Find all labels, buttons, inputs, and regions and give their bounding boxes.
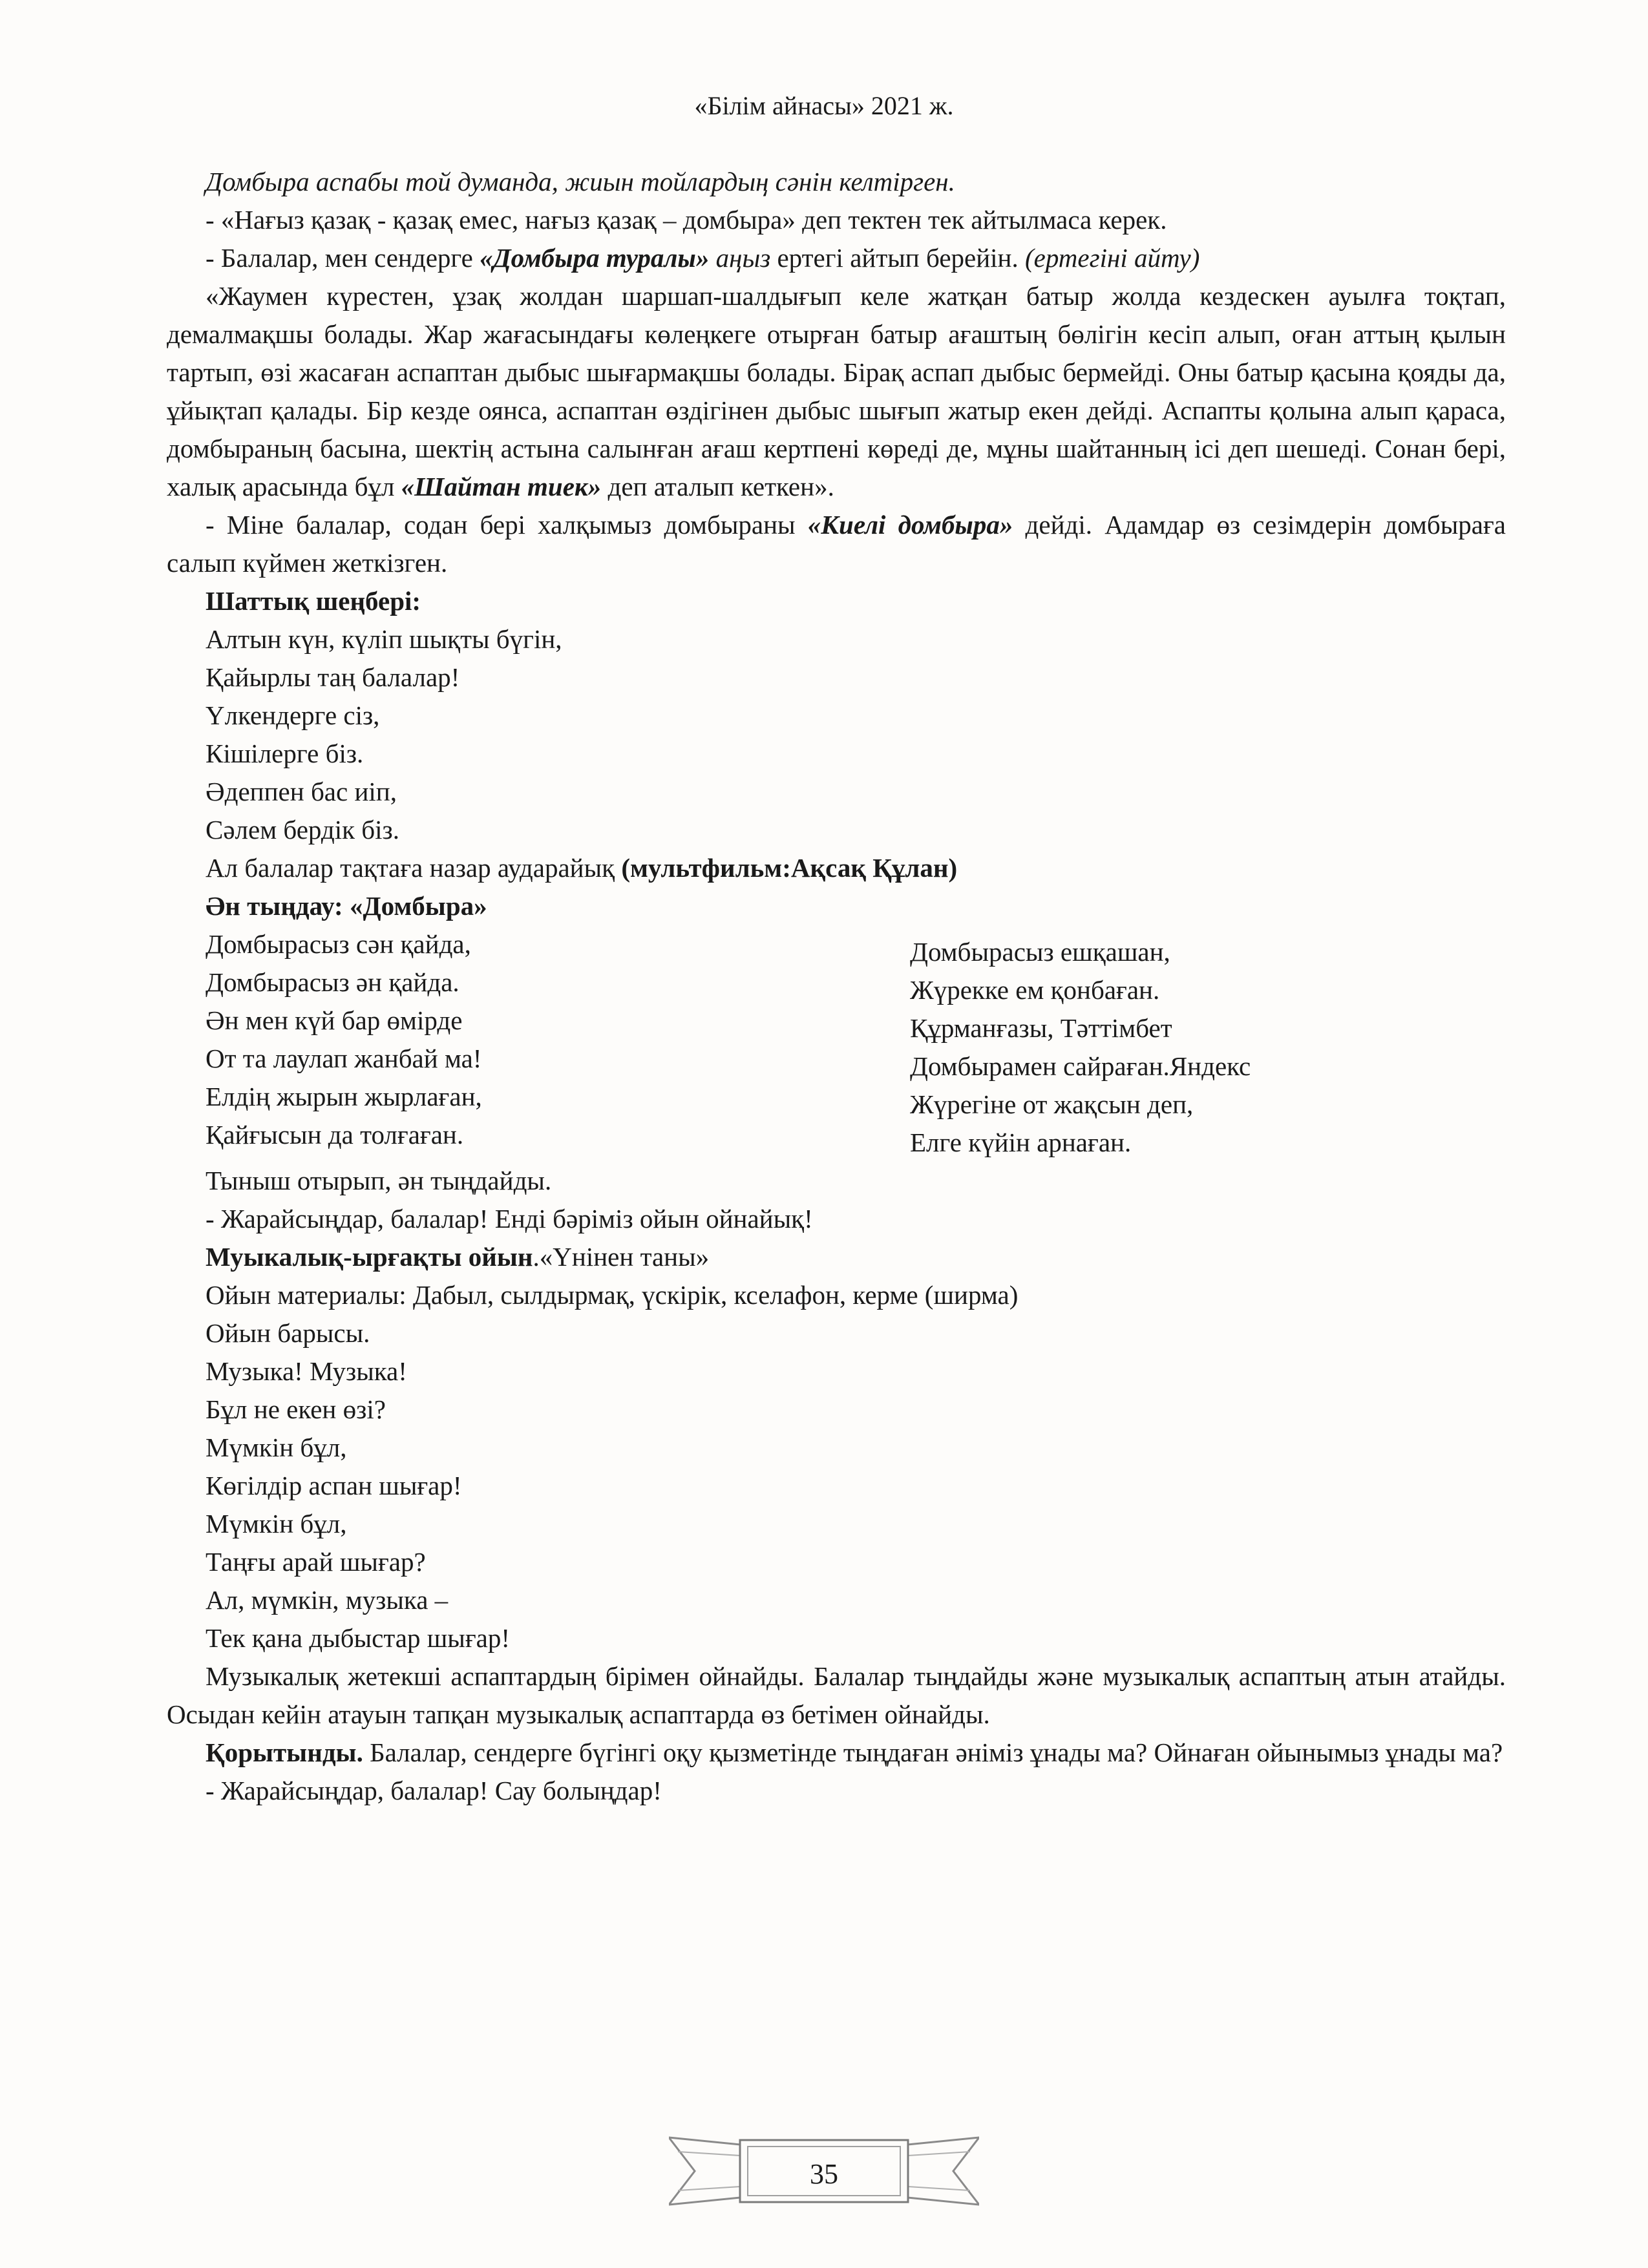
game-progress: Ойын барысы. [206, 1318, 370, 1348]
verse-line: Жүрегіне от жақсын деп, [910, 1089, 1194, 1119]
sacred-line-part2: дейді. Адамдар өз сезімдерін домбыраға салып күймен жеткізген. [167, 510, 1506, 578]
verse-line: Ән мен күй бар өмірде [206, 1005, 463, 1035]
conclusion-rest: Балалар, сендерге бүгінгі оқу қызметінде тыңдаған әніміз ұнады ма? Ойнаған ойынымыз ұнады ма? [363, 1738, 1503, 1767]
verse-line: Жүрекке ем қонбаған. [910, 975, 1160, 1005]
verse-line: Тек қана дыбыстар шығар! [206, 1623, 511, 1653]
conclusion-bold: Қорытынды. [206, 1738, 363, 1767]
song-right-column [910, 925, 1362, 1162]
board-line [167, 849, 1506, 887]
verse-line: Әдеппен бас иіп, [206, 777, 397, 806]
farewell-line: - Жарайсыңдар, балалар! Сау болыңдар! [206, 1776, 662, 1805]
play-line: - Жарайсыңдар, балалар! Енді бәріміз ойын ойнайық! [206, 1204, 813, 1234]
verse-line: Музыка! Музыка! [206, 1356, 407, 1386]
legend-text-part2: деп аталып кеткен». [601, 472, 834, 501]
legend-word: аңыз [709, 243, 771, 273]
listen-line: Тыныш отырып, ән тыңдайды. [206, 1166, 552, 1195]
materials-line: Ойын материалы: Дабыл, сылдырмақ, үскірік, кселафон, керме (ширма) [206, 1280, 1019, 1310]
legend-text [167, 277, 1506, 506]
song-left-column [206, 925, 910, 1162]
page-number: 35 [810, 2158, 838, 2190]
verse-line: Елге күйін арнаған. [910, 1128, 1132, 1157]
verse-line: Домбырамен сайраған.Яндекс [910, 1051, 1251, 1081]
verse-line: Домбырасыз ешқашан, [910, 937, 1170, 967]
legend-intro-part3: ертегі айтып берейін. [770, 243, 1025, 273]
legend-intro [167, 239, 1506, 277]
song-heading: Ән тыңдау: «Домбыра» [206, 891, 487, 921]
game-heading-bold: Муыкалық-ырғақты ойын [206, 1242, 533, 1272]
legend-text-bold: «Шайтан тиек» [401, 472, 602, 501]
verse-line: Бұл не екен өзі? [206, 1394, 386, 1424]
verse-line: Алтын күн, күліп шықты бүгін, [206, 624, 562, 654]
verse-line: Қайғысын да толғаған. [206, 1120, 464, 1150]
circle-heading: Шаттық шеңбері: [206, 586, 421, 616]
song-columns [167, 925, 1506, 1162]
verse-line: Сәлем бердік біз. [206, 815, 399, 845]
article-body [167, 163, 1506, 1810]
verse-line: Құрманғазы, Тәттімбет [910, 1013, 1172, 1043]
legend-title: «Домбыра туралы» [480, 243, 710, 273]
circle-verse [167, 620, 1506, 849]
verse-line: Қайырлы таң балалар! [206, 662, 460, 692]
board-line-bold: (мультфильм:Ақсақ Құлан) [621, 853, 958, 883]
sacred-line-bold: «Киелі домбыра» [807, 510, 1013, 540]
verse-line: Таңғы арай шығар? [206, 1547, 426, 1577]
page-header: «Білім айнасы» 2021 ж. [694, 91, 954, 120]
verse-line: Үлкендерге сіз, [206, 700, 380, 730]
verse-line: Көгілдір аспан шығар! [206, 1471, 462, 1500]
verse-line: Елдің жырын жырлаған, [206, 1082, 482, 1111]
game-heading-rest: .«Үнінен таны» [533, 1242, 710, 1272]
game-verse [167, 1352, 1506, 1657]
verse-line: От та лаулап жанбай ма! [206, 1044, 482, 1073]
legend-intro-part1: - Балалар, мен сендерге [206, 243, 480, 273]
quote-line: - «Нағыз қазақ - қазақ емес, нағыз қазақ – домбыра» деп тектен тек айтылмаса керек. [206, 205, 1167, 235]
board-line-part1: Ал балалар тақтаға назар аударайық [206, 853, 622, 883]
sacred-line-part1: - Міне балалар, содан бері халқымыз домбыраны [206, 510, 808, 540]
verse-line: Домбырасыз сән қайда, [206, 929, 471, 959]
intro-italic: Домбыра аспабы той думанда, жиын тойлардың сәнін келтірген. [206, 167, 955, 196]
verse-line: Мүмкін бұл, [206, 1509, 347, 1538]
verse-line: Домбырасыз ән қайда. [206, 967, 460, 997]
sacred-line [167, 506, 1506, 582]
verse-line: Кішілерге біз. [206, 739, 364, 768]
verse-line: Ал, мүмкін, музыка – [206, 1585, 449, 1615]
verse-line: Мүмкін бұл, [206, 1433, 347, 1462]
page-footer [669, 2126, 979, 2216]
conclusion [167, 1734, 1506, 1772]
game-description: Музыкалық жетекші аспаптардың бірімен ойнайды. Балалар тыңдайды және музыкалық аспаптың атын атайды. Осыдан кейін атауын тапқан музыкалық аспаптарда өз бетімен ойнайды. [167, 1661, 1506, 1729]
game-heading [167, 1238, 1506, 1276]
legend-note: (ертегіні айту) [1024, 243, 1200, 273]
legend-text-part1: «Жаумен күрестен, ұзақ жолдан шаршап-шалдығып келе жатқан батыр жолда кездескен ауылға тоқтап, демалмақшы болады. Жар жағасындағы көлеңкеге отырған батыр ағаштың бөлігін кесіп алып, оған аттың қылын тартып, өзі жасаған аспаптан дыбыс шығармақшы болады. Бірақ аспап дыбыс бермейді. Оны батыр қасына қояды да, ұйықтап қалады. Бір кезде оянса, аспаптан өздігінен дыбыс шығып жатыр екен дейді. Аспапты қолына алып қараса, домбыраның басына, шектің астына салынған ағаш кертпені көреді де, мұны шайтанның ісі деп шешеді. Сонан бері, халық арасында бұл [167, 281, 1506, 501]
